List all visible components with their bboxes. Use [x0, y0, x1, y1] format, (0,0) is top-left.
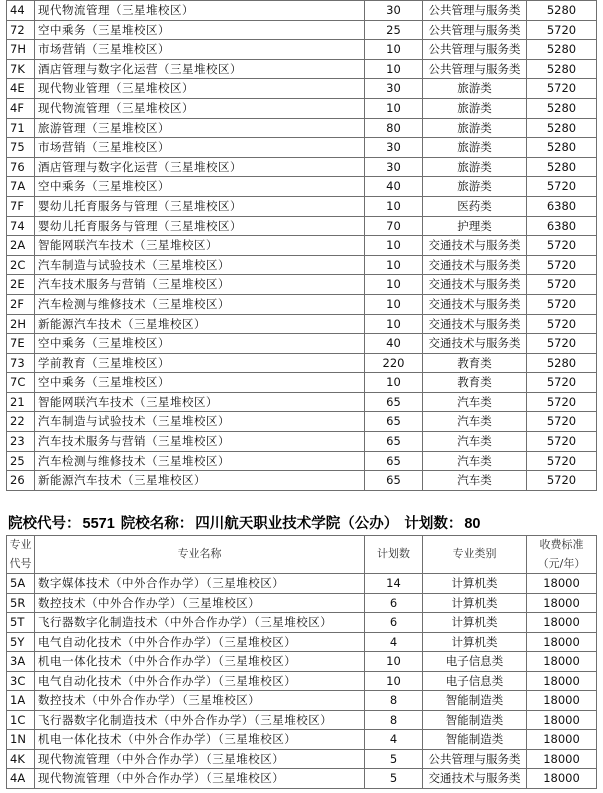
major-code: 7H [7, 40, 35, 60]
fee-cell: 5280 [527, 118, 597, 138]
plan-count-cell: 14 [365, 574, 423, 594]
plan-count-cell: 65 [365, 412, 423, 432]
major-name: 数字媒体技术（中外合作办学）（三星堆校区） [35, 574, 365, 594]
table-row [7, 216, 597, 236]
fee-cell: 5280 [527, 353, 597, 373]
major-category: 交通技术与服务类 [423, 334, 527, 354]
fee-cell: 18000 [527, 593, 597, 613]
major-code: 76 [7, 157, 35, 177]
major-code: 7F [7, 196, 35, 216]
major-code: 2E [7, 275, 35, 295]
major-code: 25 [7, 451, 35, 471]
header-name: 专业名称 [35, 536, 365, 574]
major-code: 74 [7, 216, 35, 236]
header-code: 专业 代号 [7, 536, 35, 574]
major-name: 现代物流管理（三星堆校区） [35, 1, 365, 21]
major-name: 汽车检测与维修技术（三星堆校区） [35, 451, 365, 471]
major-name: 汽车制造与试验技术（三星堆校区） [35, 255, 365, 275]
major-category: 计算机类 [423, 574, 527, 594]
major-name: 机电一体化技术（中外合作办学）（三星堆校区） [35, 730, 365, 750]
major-code: 2H [7, 314, 35, 334]
major-code: 75 [7, 138, 35, 158]
fee-cell: 18000 [527, 691, 597, 711]
major-code: 23 [7, 432, 35, 452]
plan-count-cell: 10 [365, 671, 423, 691]
major-category: 教育类 [423, 373, 527, 393]
fee-cell: 5720 [527, 314, 597, 334]
table-row [7, 138, 597, 158]
plan-label: 计划数： [404, 516, 463, 532]
major-category: 护理类 [423, 216, 527, 236]
table-row [7, 353, 597, 373]
major-category: 交通技术与服务类 [423, 236, 527, 256]
major-code: 5Y [7, 632, 35, 652]
major-category: 旅游类 [423, 157, 527, 177]
school-code-label: 院校代号： [8, 516, 81, 532]
major-name: 婴幼儿托育服务与管理（三星堆校区） [35, 196, 365, 216]
plan-count-cell: 65 [365, 451, 423, 471]
table-row [7, 236, 597, 256]
major-category: 公共管理与服务类 [423, 59, 527, 79]
major-category: 公共管理与服务类 [423, 749, 527, 769]
fee-cell: 5720 [527, 294, 597, 314]
major-code: 4E [7, 79, 35, 99]
table-row [7, 652, 597, 672]
major-category: 交通技术与服务类 [423, 294, 527, 314]
header-count: 计划数 [365, 536, 423, 574]
fee-cell: 5280 [527, 1, 597, 21]
major-category: 公共管理与服务类 [423, 20, 527, 40]
major-category: 汽车类 [423, 432, 527, 452]
major-category: 旅游类 [423, 138, 527, 158]
major-category: 公共管理与服务类 [423, 40, 527, 60]
fee-cell: 6380 [527, 196, 597, 216]
major-name: 市场营销（三星堆校区） [35, 40, 365, 60]
major-name: 电气自动化技术（中外合作办学）（三星堆校区） [35, 671, 365, 691]
major-category: 汽车类 [423, 412, 527, 432]
table-row [7, 40, 597, 60]
major-code: 1A [7, 691, 35, 711]
major-name: 机电一体化技术（中外合作办学）（三星堆校区） [35, 652, 365, 672]
plan-count-cell: 4 [365, 730, 423, 750]
plan-count-cell: 10 [365, 275, 423, 295]
major-name: 酒店管理与数字化运营（三星堆校区） [35, 157, 365, 177]
fee-cell: 5720 [527, 275, 597, 295]
major-category: 旅游类 [423, 98, 527, 118]
fee-cell: 18000 [527, 574, 597, 594]
major-code: 72 [7, 20, 35, 40]
fee-cell: 6380 [527, 216, 597, 236]
major-code: 7A [7, 177, 35, 197]
major-category: 汽车类 [423, 392, 527, 412]
major-code: 7E [7, 334, 35, 354]
plan-count-cell: 10 [365, 98, 423, 118]
header-fee: 收费标准 （元/年） [527, 536, 597, 574]
major-category: 交通技术与服务类 [423, 314, 527, 334]
major-name: 现代物流管理（三星堆校区） [35, 98, 365, 118]
major-category: 计算机类 [423, 593, 527, 613]
fee-cell: 5280 [527, 40, 597, 60]
fee-cell: 5720 [527, 451, 597, 471]
fee-cell: 5280 [527, 59, 597, 79]
plan-count-cell: 10 [365, 652, 423, 672]
table-row [7, 118, 597, 138]
plan-count-cell: 10 [365, 196, 423, 216]
major-category: 电子信息类 [423, 671, 527, 691]
plan-count-cell: 30 [365, 157, 423, 177]
table-row [7, 574, 597, 594]
major-code: 7K [7, 59, 35, 79]
fee-cell: 5720 [527, 79, 597, 99]
plan-count-cell: 5 [365, 749, 423, 769]
school-header [8, 512, 482, 533]
major-name: 市场营销（三星堆校区） [35, 138, 365, 158]
major-name: 新能源汽车技术（三星堆校区） [35, 314, 365, 334]
table-row [7, 730, 597, 750]
table-row [7, 314, 597, 334]
fee-cell: 5720 [527, 20, 597, 40]
table-row [7, 671, 597, 691]
plan-count-cell: 30 [365, 1, 423, 21]
major-category: 计算机类 [423, 632, 527, 652]
table-row [7, 392, 597, 412]
fee-cell: 18000 [527, 671, 597, 691]
major-name: 新能源汽车技术（三星堆校区） [35, 471, 365, 491]
bottom-table-body [7, 574, 597, 789]
major-category: 医药类 [423, 196, 527, 216]
major-name: 空中乘务（三星堆校区） [35, 334, 365, 354]
major-code: 73 [7, 353, 35, 373]
major-code: 2C [7, 255, 35, 275]
major-code: 5T [7, 613, 35, 633]
table-row [7, 177, 597, 197]
major-code: 4A [7, 769, 35, 789]
major-name: 现代物流管理（中外合作办学）（三星堆校区） [35, 749, 365, 769]
major-name: 飞行器数字化制造技术（中外合作办学）（三星堆校区） [35, 710, 365, 730]
plan-count-cell: 40 [365, 177, 423, 197]
fee-cell: 18000 [527, 652, 597, 672]
major-name: 现代物流管理（中外合作办学）（三星堆校区） [35, 769, 365, 789]
major-category: 智能制造类 [423, 691, 527, 711]
major-category: 交通技术与服务类 [423, 275, 527, 295]
major-category: 教育类 [423, 353, 527, 373]
major-category: 电子信息类 [423, 652, 527, 672]
fee-cell: 18000 [527, 710, 597, 730]
major-code: 4K [7, 749, 35, 769]
major-code: 3A [7, 652, 35, 672]
fee-cell: 18000 [527, 730, 597, 750]
plan-count: 80 [464, 516, 481, 532]
table-row [7, 334, 597, 354]
plan-count-cell: 220 [365, 353, 423, 373]
table-row [7, 373, 597, 393]
major-category: 智能制造类 [423, 730, 527, 750]
major-code: 1N [7, 730, 35, 750]
major-category: 汽车类 [423, 471, 527, 491]
table-row [7, 593, 597, 613]
major-name: 酒店管理与数字化运营（三星堆校区） [35, 59, 365, 79]
header-category: 专业类别 [423, 536, 527, 574]
plan-count-cell: 6 [365, 593, 423, 613]
major-code: 5R [7, 593, 35, 613]
major-name: 汽车技术服务与营销（三星堆校区） [35, 275, 365, 295]
major-name: 空中乘务（三星堆校区） [35, 20, 365, 40]
fee-cell: 18000 [527, 749, 597, 769]
plan-count-cell: 40 [365, 334, 423, 354]
table-row [7, 1, 597, 21]
major-category: 计算机类 [423, 613, 527, 633]
major-name: 婴幼儿托育服务与管理（三星堆校区） [35, 216, 365, 236]
major-code: 7C [7, 373, 35, 393]
major-code: 2A [7, 236, 35, 256]
table-row [7, 769, 597, 789]
major-name: 汽车检测与维修技术（三星堆校区） [35, 294, 365, 314]
table-row [7, 749, 597, 769]
major-code: 71 [7, 118, 35, 138]
school-name: 四川航天职业技术学院（公办） [195, 516, 399, 532]
fee-cell: 5720 [527, 177, 597, 197]
table-row [7, 157, 597, 177]
major-name: 现代物业管理（三星堆校区） [35, 79, 365, 99]
major-name: 智能网联汽车技术（三星堆校区） [35, 392, 365, 412]
bottom-table [6, 535, 597, 789]
fee-cell: 5720 [527, 255, 597, 275]
plan-count-cell: 10 [365, 59, 423, 79]
major-category: 旅游类 [423, 177, 527, 197]
major-code: 21 [7, 392, 35, 412]
plan-count-cell: 10 [365, 294, 423, 314]
table-row [7, 79, 597, 99]
fee-cell: 5720 [527, 392, 597, 412]
table-row [7, 710, 597, 730]
table-row [7, 196, 597, 216]
major-code: 4F [7, 98, 35, 118]
school-code: 5571 [82, 516, 115, 532]
major-category: 汽车类 [423, 451, 527, 471]
major-name: 汽车制造与试验技术（三星堆校区） [35, 412, 365, 432]
table-row [7, 691, 597, 711]
table-row [7, 412, 597, 432]
plan-count-cell: 8 [365, 691, 423, 711]
major-code: 22 [7, 412, 35, 432]
major-name: 学前教育（三星堆校区） [35, 353, 365, 373]
major-code: 26 [7, 471, 35, 491]
major-code: 44 [7, 1, 35, 21]
plan-count-cell: 65 [365, 471, 423, 491]
major-category: 智能制造类 [423, 710, 527, 730]
fee-cell: 5280 [527, 98, 597, 118]
major-code: 1C [7, 710, 35, 730]
table-row [7, 613, 597, 633]
fee-cell: 18000 [527, 632, 597, 652]
major-name: 汽车技术服务与营销（三星堆校区） [35, 432, 365, 452]
plan-count-cell: 30 [365, 79, 423, 99]
major-name: 数控技术（中外合作办学）（三星堆校区） [35, 691, 365, 711]
plan-count-cell: 65 [365, 432, 423, 452]
major-code: 5A [7, 574, 35, 594]
table-row [7, 255, 597, 275]
table-row [7, 20, 597, 40]
major-category: 旅游类 [423, 79, 527, 99]
fee-cell: 5720 [527, 373, 597, 393]
table-row [7, 451, 597, 471]
table-row [7, 294, 597, 314]
fee-cell: 18000 [527, 613, 597, 633]
major-name: 数控技术（中外合作办学）（三星堆校区） [35, 593, 365, 613]
major-name: 智能网联汽车技术（三星堆校区） [35, 236, 365, 256]
major-code: 3C [7, 671, 35, 691]
fee-cell: 5720 [527, 471, 597, 491]
major-code: 2F [7, 294, 35, 314]
table-row [7, 98, 597, 118]
plan-count-cell: 10 [365, 373, 423, 393]
major-name: 空中乘务（三星堆校区） [35, 373, 365, 393]
major-name: 飞行器数字化制造技术（中外合作办学）（三星堆校区） [35, 613, 365, 633]
fee-cell: 5720 [527, 412, 597, 432]
table-row [7, 632, 597, 652]
fee-cell: 5720 [527, 432, 597, 452]
school-name-label: 院校名称： [120, 516, 194, 532]
plan-count-cell: 70 [365, 216, 423, 236]
major-name: 空中乘务（三星堆校区） [35, 177, 365, 197]
plan-count-cell: 6 [365, 613, 423, 633]
table-row [7, 471, 597, 491]
plan-count-cell: 5 [365, 769, 423, 789]
major-category: 旅游类 [423, 118, 527, 138]
major-category: 交通技术与服务类 [423, 255, 527, 275]
top-table [6, 0, 597, 491]
plan-count-cell: 8 [365, 710, 423, 730]
plan-count-cell: 10 [365, 236, 423, 256]
plan-count-cell: 10 [365, 255, 423, 275]
plan-count-cell: 10 [365, 314, 423, 334]
top-table-body [7, 1, 597, 491]
table-row [7, 59, 597, 79]
fee-cell: 5720 [527, 334, 597, 354]
plan-count-cell: 80 [365, 118, 423, 138]
fee-cell: 5280 [527, 157, 597, 177]
major-category: 交通技术与服务类 [423, 769, 527, 789]
table-row [7, 275, 597, 295]
major-name: 电气自动化技术（中外合作办学）（三星堆校区） [35, 632, 365, 652]
plan-count-cell: 30 [365, 138, 423, 158]
table-row [7, 432, 597, 452]
fee-cell: 5720 [527, 236, 597, 256]
plan-count-cell: 4 [365, 632, 423, 652]
fee-cell: 5280 [527, 138, 597, 158]
plan-count-cell: 65 [365, 392, 423, 412]
major-name: 旅游管理（三星堆校区） [35, 118, 365, 138]
major-category: 公共管理与服务类 [423, 1, 527, 21]
table-header-row [7, 536, 597, 574]
plan-count-cell: 10 [365, 40, 423, 60]
plan-count-cell: 25 [365, 20, 423, 40]
fee-cell: 18000 [527, 769, 597, 789]
